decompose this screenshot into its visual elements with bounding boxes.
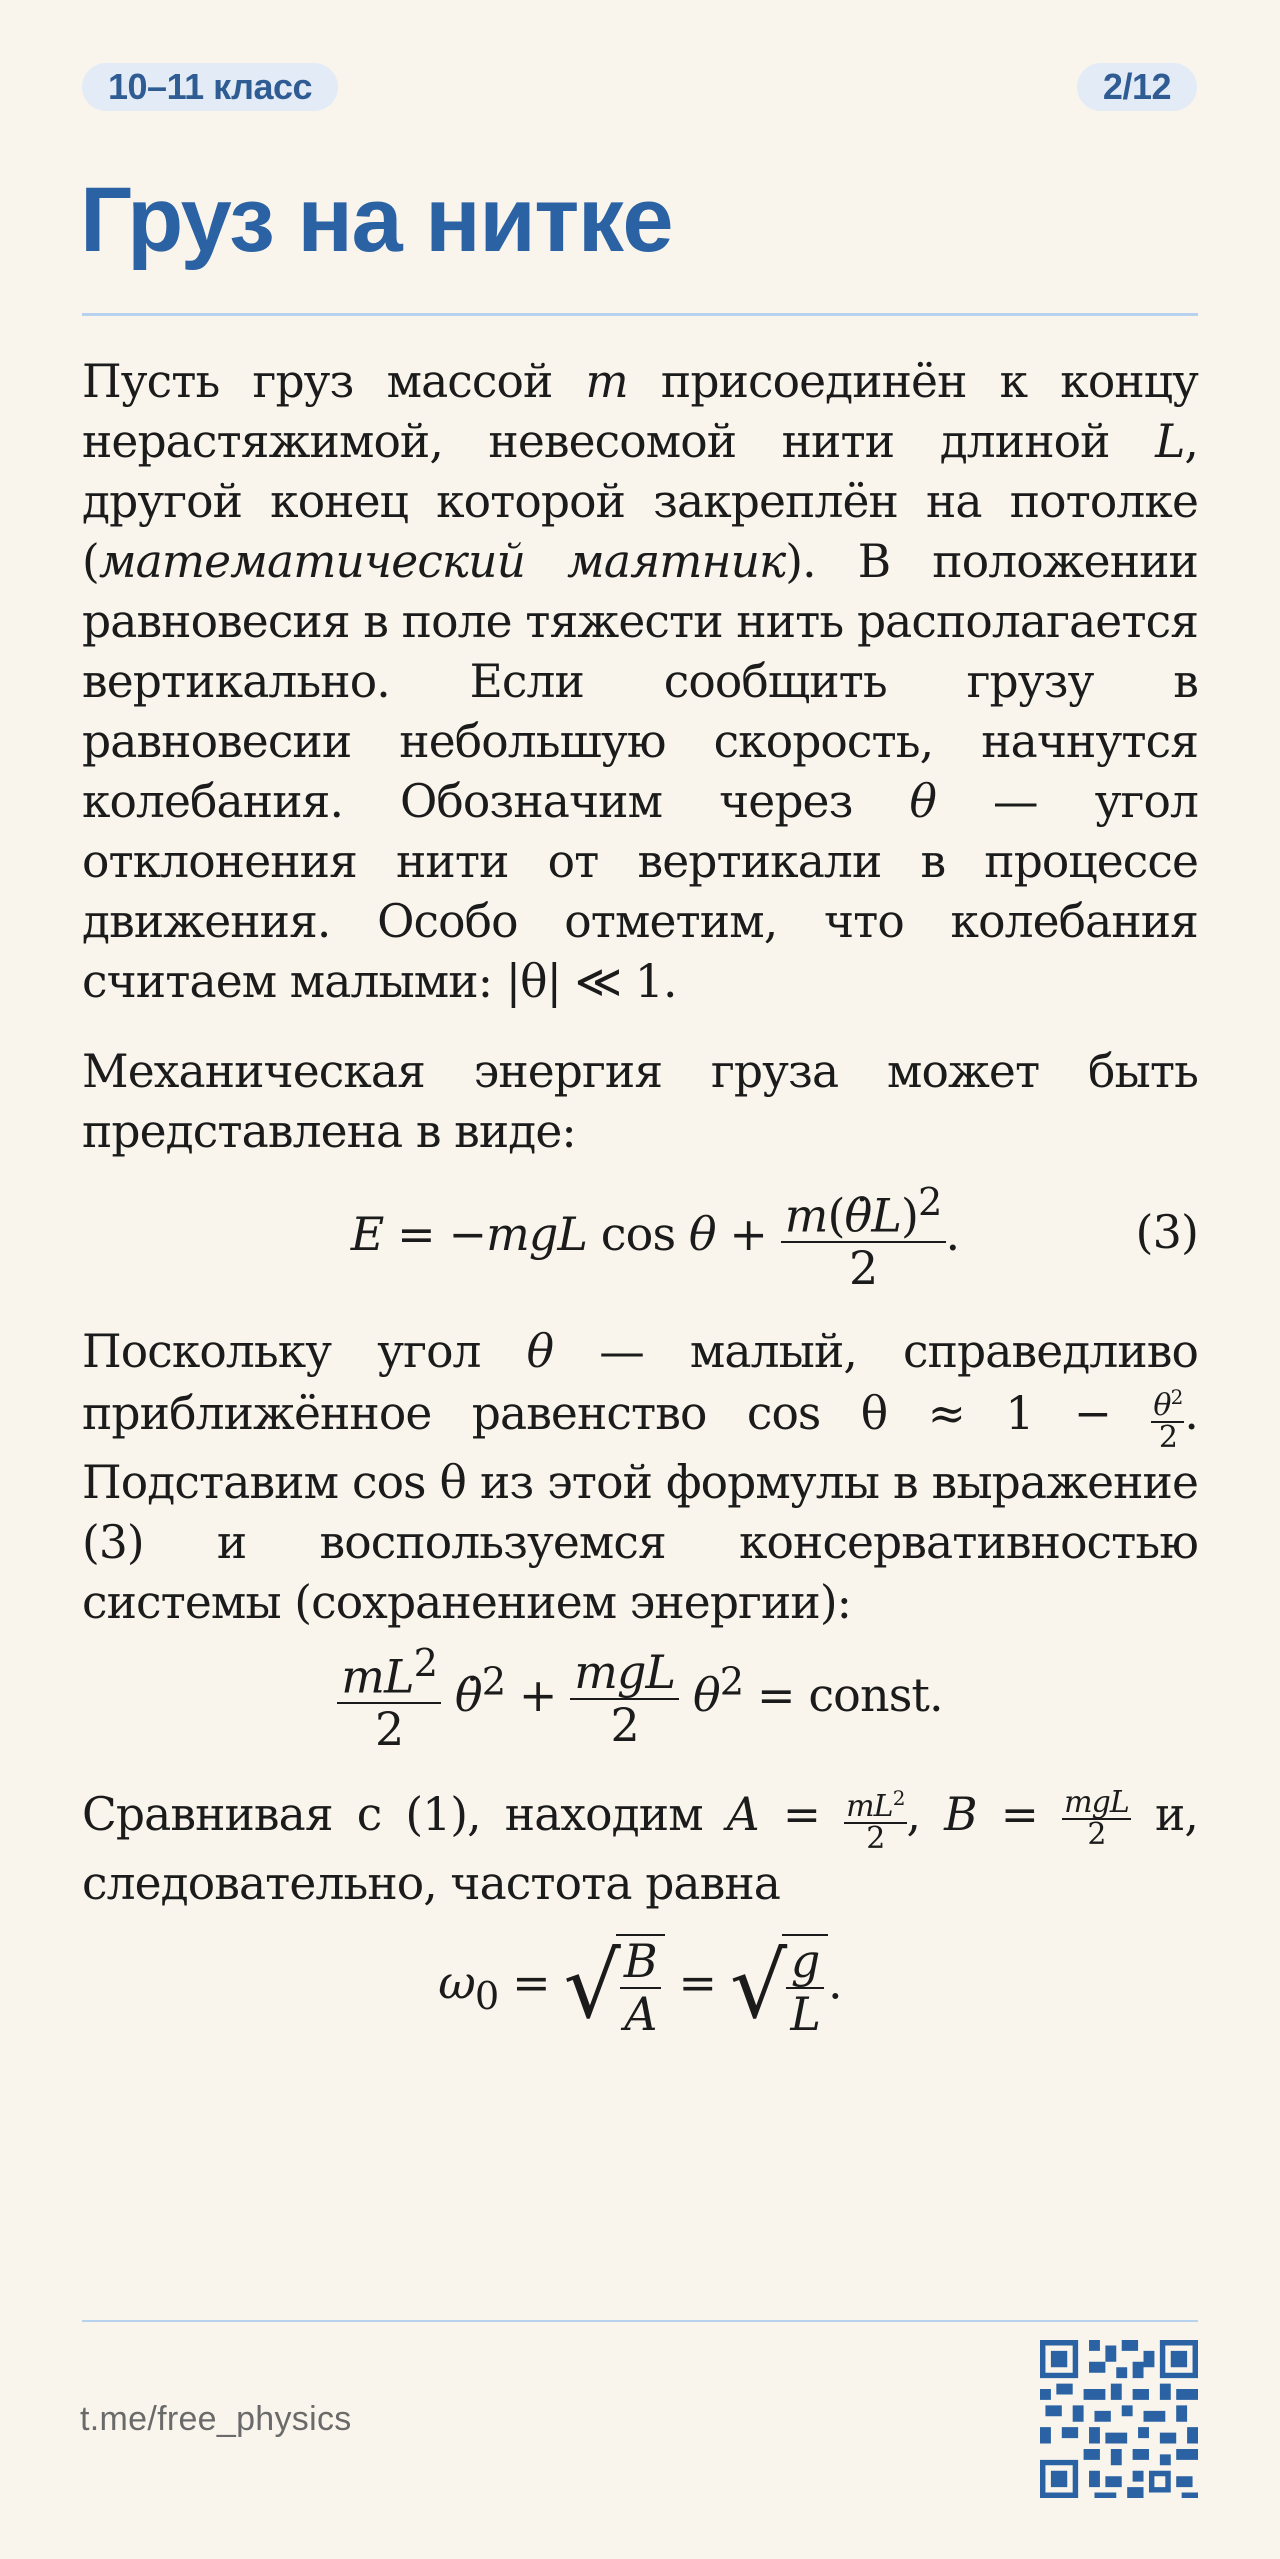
paragraph-comparison: Сравнивая с (1), находим A = $\frac{mL^2}{2}$ , B = $\frac{\text{mgL}}{2}$ и, следовательно, частота равна <box>82 1784 1198 1910</box>
equation-number: (3) <box>1135 1205 1198 1259</box>
footer-divider <box>82 2320 1198 2322</box>
article-body <box>82 352 1198 2084</box>
energy-equation: E = −mgL cos θ + $\frac{m(\thetȧL)^2}{2}$ . (3) <box>350 1180 1198 1295</box>
page-counter-badge: 2/12 <box>1077 63 1197 111</box>
title-divider <box>82 313 1198 316</box>
channel-link[interactable]: t.me/free_physics <box>80 2400 352 2438</box>
frequency-equation: $\omega_0$ = √ $\frac{B}{A}$ = √ $\frac{g}{L}$ . <box>438 1933 842 2041</box>
conservation-equation: $\frac{mL^2}{2}$ θ̇$^2$ + $\frac{\text{mgL}}{2}$ $\theta^2$ = const. <box>82 1633 1198 1783</box>
page-title: Груз на нитке <box>80 169 673 271</box>
paragraph-energy: Механическая энергия груза может быть представлена в виде: <box>82 1045 1198 1158</box>
paragraph-intro: Пусть груз массой m присоединён к концу нерастяжимой, невесомой нити длиной L, другой конец которой закреплён на потолке (математический маятник). В положении равновесия в поле тяжести нить располагается вертикально. Если сообщить грузу в равновесии небольшую скорость, начнутся колебания. Обозначим через θ — угол отклонения нити от вертикали в процессе движения. Особо отметим, что колебания считаем малыми: |θ| ≪ 1. <box>82 355 1198 1008</box>
qr-code-icon[interactable] <box>1040 2340 1198 2498</box>
emphasis-term: математический маятник <box>98 535 786 588</box>
paragraph-approximation: Поскольку угол θ — малый, справедливо приближённое равенство cos θ ≈ 1 − $\frac{\theta^2}{2}$ . Подставим cos θ из этой формулы в выражение (3) и воспользуемся консервативностью системы (сохранением энергии): <box>82 1325 1198 1629</box>
grade-badge: 10–11 класс <box>82 63 338 111</box>
